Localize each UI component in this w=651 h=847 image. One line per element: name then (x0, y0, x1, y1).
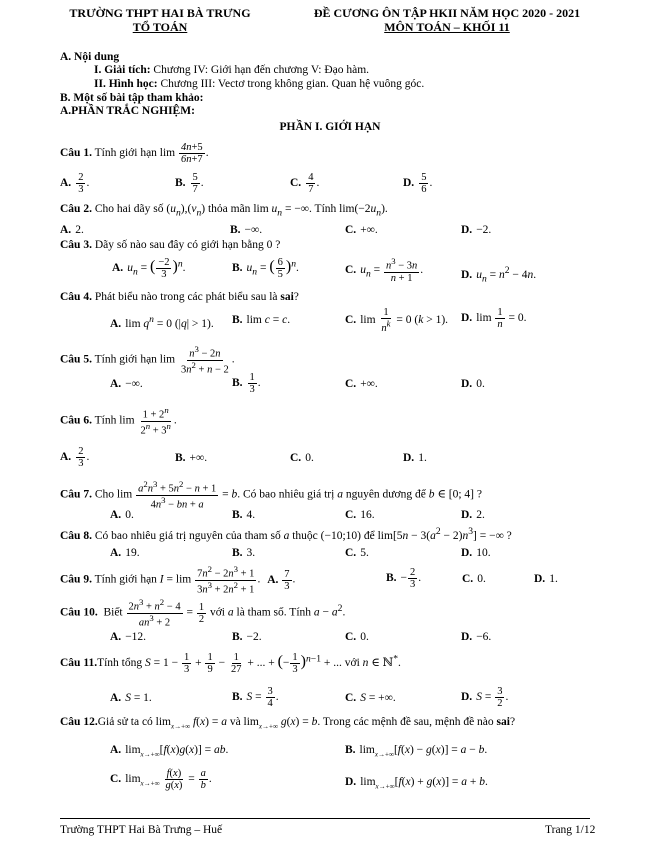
q11-option-c: C. S = +∞. (345, 692, 396, 704)
q5-option-c: C. +∞. (345, 378, 378, 390)
question-6: Câu 6. Tính lim $\frac{1 + 2^n}{2^n + 3^n}$ . (60, 405, 177, 437)
q7-option-b: B. 4. (232, 509, 256, 521)
q10-option-a: A. −12. (110, 631, 147, 643)
analysis-line: I. Giải tích: Chương IV: Giới hạn đến chương V: Đạo hàm. (94, 64, 370, 76)
q10-option-c: C. 0. (345, 631, 369, 643)
q3-option-a: A. $u_n$ = ( $\frac{-2}{3}$ )$^n$. (112, 257, 186, 281)
q11-option-a: A. S = 1. (110, 692, 152, 704)
q6-option-a: A. $\frac{2}{3}$ . (60, 446, 90, 470)
question-4: Câu 4. Phát biểu nào trong các phát biểu sau là sai? (60, 291, 299, 303)
q10-option-d: D. −6. (461, 631, 492, 643)
q12-option-d: D. $\lim_{x\to+\infty}[f(x) + g(x)] = a + b$. (345, 776, 488, 791)
q7-option-d: D. 2. (461, 509, 485, 521)
q5-option-d: D. 0. (461, 378, 485, 390)
geometry-line: II. Hình học: Chương III: Vectơ trong không gian. Quan hệ vuông góc. (94, 78, 425, 90)
q7-option-a: A. 0. (110, 509, 134, 521)
q1-option-b: B. $\frac{5}{7}$ . (175, 172, 204, 196)
q6-option-d: D. 1. (403, 452, 427, 464)
footer-page-number: Trang 1/12 (545, 824, 596, 836)
q5-option-a: A. −∞. (110, 378, 143, 390)
question-3: Câu 3. Dãy số nào sau đây có giới hạn bằng 0 ? (60, 239, 281, 251)
q7-option-c: C. 16. (345, 509, 375, 521)
q12-option-a: A. $\lim_{x\to+\infty}[f(x)g(x)]$ = ab. (110, 744, 229, 759)
q6-option-c: C. 0. (290, 452, 314, 464)
q8-option-c: C. 5. (345, 547, 369, 559)
q12-option-c: C. $\lim_{x\to+\infty}$ $\frac{f(x)}{g(x)}$ = $\frac{a}{b}$ . (110, 768, 212, 792)
q1-option-c: C. $\frac{4}{7}$ . (290, 172, 320, 196)
subject-title: MÔN TOÁN – KHỐI 11 (384, 20, 510, 34)
section-a-heading: A. Nội dung (60, 51, 120, 63)
q10-option-b: B. −2. (232, 631, 262, 643)
q8-option-d: D. 10. (461, 547, 491, 559)
q9-option-b: B. − $\frac{2}{3}$ . (386, 567, 422, 591)
q12-option-b: B. $\lim_{x\to+\infty}[f(x) - g(x)] = a - b$. (345, 744, 488, 759)
question-7: Câu 7. Cho lim $\frac{a^2n^3 + 5n^2 - n + 1}{4n^3 - bn + a}$ = b. Có bao nhiêu giá trị a nguyên dương để b ∈ [0; 4] ? (60, 479, 482, 511)
q4-option-a: A. $\lim q^n = 0$ (|q| > 1). (110, 314, 214, 330)
q2-option-c: C. +∞. (345, 224, 378, 236)
question-10: Câu 10. Biết $\frac{2n^3 + n^2 - 4}{an^3 + 2}$ = $\frac{1}{2}$ với a là tham số. Tính $a - a^2$. (60, 597, 346, 629)
q3-option-d: D. $u_n = n^2 - 4n$. (461, 265, 537, 285)
q3-option-c: C. $u_n$ = $\frac{n^3 - 3n}{n + 1}$ . (345, 256, 424, 284)
q4-option-d: D. lim $\frac{1}{n}$ = 0. (461, 307, 527, 331)
question-5: Câu 5. Tính giới hạn lim $\frac{n^3 - 2n}{3n^2 + n - 2}$ . (60, 344, 235, 376)
q4-option-b: B. lim c = c. (232, 314, 291, 326)
question-1: Câu 1. Tính giới hạn lim $\frac{4n+5}{6n+7}$ . (60, 142, 209, 166)
school-name: TRƯỜNG THPT HAI BÀ TRƯNG (69, 6, 251, 20)
footer-divider (60, 818, 590, 819)
q8-option-b: B. 3. (232, 547, 256, 559)
q8-option-a: A. 19. (110, 547, 140, 559)
question-8: Câu 8. Có bao nhiêu giá trị nguyên của tham số a thuộc (−10;10) để $\lim[5n - 3(a^2 - 2)n^3]$ = −∞ ? (60, 526, 512, 542)
q1-option-d: D. $\frac{5}{6}$ . (403, 172, 433, 196)
q5-option-b: B. $\frac{1}{3}$ . (232, 372, 261, 396)
q4-option-c: C. lim $\frac{1}{n^k}$ = 0 (k > 1). (345, 307, 449, 334)
footer-school: Trường THPT Hai Bà Trưng – Huế (60, 824, 223, 836)
section-b-heading: B. Một số bài tập tham khảo: (60, 92, 204, 104)
q2-option-b: B. −∞. (230, 224, 263, 236)
section-mc-heading: A.PHẦN TRẮC NGHIỆM: (60, 105, 195, 117)
question-2: Câu 2. Cho hai dãy số $(u_n),(v_n)$ thỏa mãn $\lim u_n$ = −∞. Tính $\lim(-2u_n)$. (60, 203, 388, 219)
q2-option-a: A. 2. (60, 224, 84, 236)
question-11: Câu 11.Tính tổng S = 1 − $\frac{1}{3}$ + $\frac{1}{9}$ − $\frac{1}{27}$ + ... + (− $\frac{1}{3}$ )$^{n-1}$ + ... với n ∈ ℕ*. (60, 652, 401, 676)
q9-option-c: C. 0. (462, 573, 486, 585)
part-title: PHẦN I. GIỚI HẠN (279, 121, 381, 133)
q11-option-d: D. S = $\frac{3}{2}$ . (461, 686, 509, 710)
q3-option-b: B. $u_n$ = ( $\frac{6}{5}$ )$^n$. (232, 257, 299, 281)
q1-option-a: A. $\frac{2}{3}$ . (60, 172, 90, 196)
q9-option-d: D. 1. (534, 573, 558, 585)
q6-option-b: B. +∞. (175, 452, 208, 464)
outline-title: ĐỀ CƯƠNG ÔN TẬP HKII NĂM HỌC 2020 - 2021 (313, 6, 581, 20)
q2-option-d: D. −2. (461, 224, 492, 236)
question-9: Câu 9. Tính giới hạn I = lim $\frac{7n^2 - 2n^3 + 1}{3n^3 + 2n^2 + 1}$ . A. $\frac{7}{3}$ . (60, 564, 296, 596)
department-name: TỔ TOÁN (132, 20, 188, 34)
question-12: Câu 12.Giả sử ta có $\lim_{x\to+\infty} f(x) = a$ và $\lim_{x\to+\infty} g(x) = b$. Trong các mệnh đề sau, mệnh đề nào sai? (60, 716, 516, 731)
q11-option-b: B. S = $\frac{3}{4}$ . (232, 686, 279, 710)
